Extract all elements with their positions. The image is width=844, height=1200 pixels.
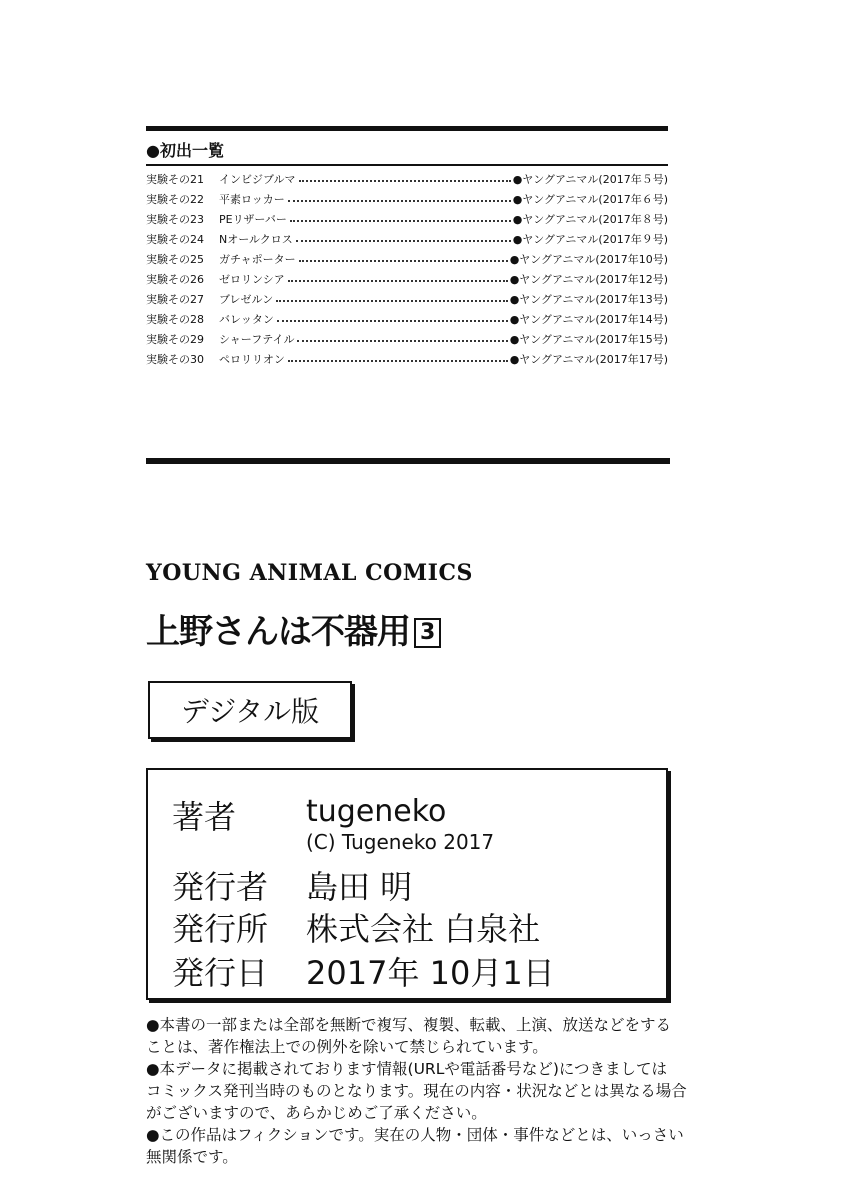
- episode-title: ブレゼルン: [219, 293, 274, 306]
- leader-dots: [290, 220, 511, 222]
- note-line: 無関係です。: [146, 1148, 238, 1166]
- publisher-person-label: 発行者: [172, 868, 269, 906]
- episode-title: 平素ロッカー: [219, 193, 285, 206]
- episode-number: 実験その26: [146, 273, 204, 286]
- publisher-label: 発行所: [172, 910, 269, 948]
- episode-number: 実験その22: [146, 193, 204, 206]
- publish-date-value: 2017年 10月1日: [306, 954, 555, 992]
- edition-label: デジタル版: [148, 681, 352, 739]
- episode-title: シャーフテイル: [219, 333, 295, 346]
- legal-notes: [146, 1014, 687, 1168]
- publisher-person-value: 島田 明: [306, 868, 413, 906]
- episode-number: 実験その21: [146, 173, 204, 186]
- episode-number: 実験その24: [146, 233, 204, 246]
- episode-number: 実験その28: [146, 313, 204, 326]
- publisher-value: 株式会社 白泉社: [306, 910, 541, 948]
- heading-rule: [146, 164, 668, 166]
- episode-number: 実験その27: [146, 293, 204, 306]
- leader-dots: [299, 260, 508, 262]
- episode-number: 実験その29: [146, 333, 204, 346]
- first-appearance-row: [146, 269, 668, 289]
- note-line: ●本書の一部または全部を無断で複写、複製、転載、上演、放送などをする: [146, 1016, 672, 1034]
- leader-dots: [288, 280, 508, 282]
- leader-dots: [299, 180, 511, 182]
- episode-title: ペロリリオン: [219, 353, 285, 366]
- first-appearance-row: [146, 169, 668, 189]
- magazine-source: ●ヤングアニマル(2017年９号): [512, 233, 668, 246]
- magazine-source: ●ヤングアニマル(2017年10号): [509, 253, 668, 266]
- first-appearance-row: [146, 349, 668, 369]
- author-value: tugeneko: [306, 794, 447, 829]
- first-appearance-row: [146, 209, 668, 229]
- top-rule: [146, 126, 668, 131]
- first-appearance-list: [146, 126, 668, 369]
- episode-title: ガチャポーター: [219, 253, 296, 266]
- leader-dots: [296, 240, 511, 242]
- leader-dots: [277, 320, 508, 322]
- episode-title: PEリザーバー: [219, 213, 287, 226]
- copyright-notice: (C) Tugeneko 2017: [306, 830, 495, 854]
- author-label: 著者: [172, 798, 237, 836]
- episode-title: Nオールクロス: [219, 233, 293, 246]
- episode-title: バレッタン: [219, 313, 274, 326]
- first-appearance-row: [146, 229, 668, 249]
- leader-dots: [297, 340, 507, 342]
- book-title: [146, 604, 441, 653]
- magazine-source: ●ヤングアニマル(2017年５号): [512, 173, 668, 186]
- episode-title: インビジブルマ: [219, 173, 296, 186]
- section-divider: [146, 458, 670, 464]
- note-line: ことは、著作権法上での例外を除いて禁じられています。: [146, 1038, 548, 1056]
- series-label: YOUNG ANIMAL COMICS: [146, 560, 473, 586]
- note-line: ●本データに掲載されております情報(URLや電話番号など)につきましては: [146, 1060, 668, 1078]
- leader-dots: [276, 300, 507, 302]
- first-appearance-rows: [146, 169, 668, 369]
- first-appearance-row: [146, 189, 668, 209]
- note-line: がございますので、あらかじめご了承ください。: [146, 1104, 487, 1122]
- first-appearance-row: [146, 289, 668, 309]
- leader-dots: [288, 200, 511, 202]
- episode-number: 実験その23: [146, 213, 204, 226]
- magazine-source: ●ヤングアニマル(2017年15号): [509, 333, 668, 346]
- first-appearance-row: [146, 309, 668, 329]
- magazine-source: ●ヤングアニマル(2017年12号): [509, 273, 668, 286]
- episode-number: 実験その25: [146, 253, 204, 266]
- magazine-source: ●ヤングアニマル(2017年17号): [509, 353, 668, 366]
- episode-number: 実験その30: [146, 353, 204, 366]
- credits-box: [146, 768, 668, 1000]
- first-appearance-heading: ●初出一覧: [146, 141, 224, 160]
- leader-dots: [288, 360, 508, 362]
- note-line: ●この作品はフィクションです。実在の人物・団体・事件などとは、いっさい: [146, 1126, 684, 1144]
- episode-title: ゼロリンシア: [219, 273, 285, 286]
- first-appearance-row: [146, 329, 668, 349]
- magazine-source: ●ヤングアニマル(2017年13号): [509, 293, 668, 306]
- first-appearance-row: [146, 249, 668, 269]
- magazine-source: ●ヤングアニマル(2017年８号): [512, 213, 668, 226]
- note-line: コミックス発刊当時のものとなります。現在の内容・状況などとは異なる場合: [146, 1082, 687, 1100]
- publish-date-label: 発行日: [172, 954, 269, 992]
- magazine-source: ●ヤングアニマル(2017年６号): [512, 193, 668, 206]
- magazine-source: ●ヤングアニマル(2017年14号): [509, 313, 668, 326]
- book-title-text: 上野さんは不器用: [146, 612, 410, 652]
- volume-number: 3: [414, 618, 441, 648]
